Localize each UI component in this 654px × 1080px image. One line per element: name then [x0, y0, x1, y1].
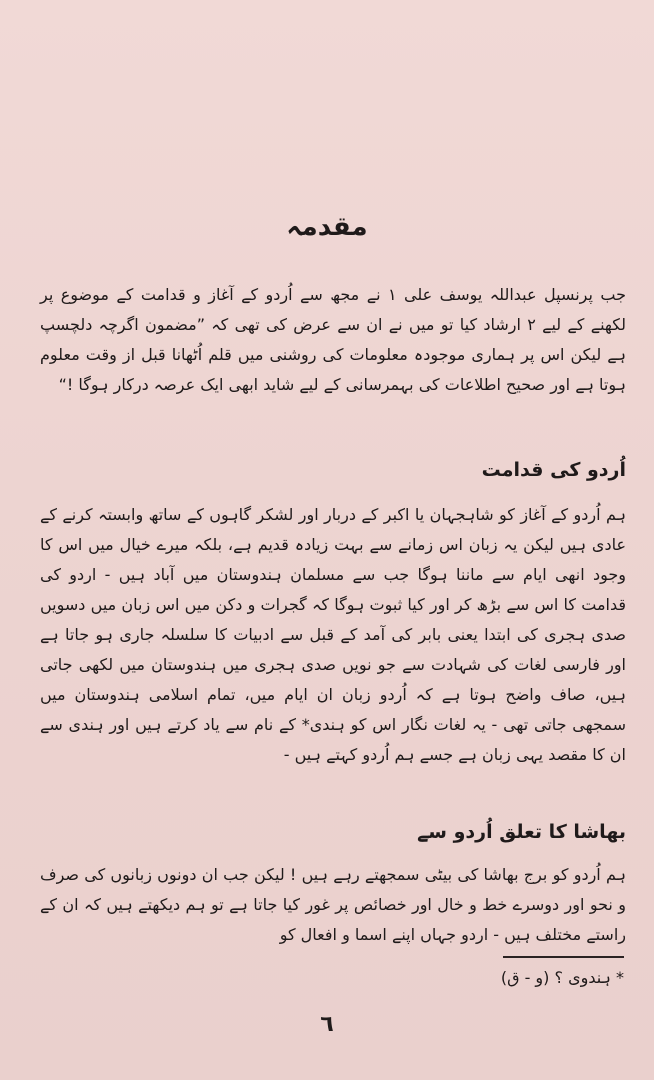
page-heading: مقدمہ: [286, 212, 368, 242]
footnote: * ہندوی ؟ (و - ق): [500, 968, 624, 987]
section-title-bhasha-relation: بھاشا کا تعلق اُردو سے: [417, 821, 626, 843]
bhasha-paragraph: ہم اُردو کو برج بھاشا کی بیٹی سمجھتے رہے ہیں ! لیکن جب ان دونوں زبانوں کی صرف و نحو اور دوسرے خط و خال اور خصائص پر غور کیا جاتا ہے تو ہم دیکھتے ہیں کہ ان کے راستے مختلف ہیں - اردو جہاں اپنے اسما و افعال کو: [40, 865, 626, 944]
footnote-divider: [503, 956, 624, 958]
antiquity-paragraph: ہم اُردو کے آغاز کو شاہجہان یا اکبر کے دربار اور لشکر گاہوں کے ساتھ وابستہ کرنے کے عادی ہیں لیکن یہ زبان اس زمانے سے بہت زیادہ قدیم ہے، بلکہ میرے خیال میں اس کا وجود انھی ایام سے ماننا ہوگا جب سے مسلمان ہندوستان میں آباد ہیں - اردو کی قدامت کا اس سے بڑھ کر اور کیا ثبوت ہوگا کہ گجرات و دکن میں اس زبان میں دسویں صدی ہجری کی ابتدا یعنی بابر کی آمد کے قبل سے ادبیات کا سلسلہ جاری ہو جاتا ہے اور فارسی لغات کی شہادت سے جو نویں صدی ہجری میں ہندوستان میں لکھی جاتی ہیں، صاف واضح ہوتا ہے کہ اُردو زبان ان ایام میں، تمام اسلامی ہندوستان میں سمجھی جاتی تھی - یہ لغات نگار اس کو ہندی* کے نام سے یاد کرتے ہیں اور ہندی سے ان کا مقصد یہی زبان ہے جسے ہم اُردو کہتے ہیں -: [40, 505, 627, 764]
section-title-urdu-antiquity: اُردو کی قدامت: [481, 459, 626, 481]
page-number: ٦: [320, 1012, 334, 1037]
intro-paragraph: جب پرنسپل عبداللہ یوسف علی ۱ نے مجھ سے اُردو کے آغاز و قدامت کے موضوع پر لکھنے کے لیے ۲ ارشاد کیا تو میں نے ان سے عرض کی تھی کہ ”مضمون اگرچہ دلچسپ ہے لیکن اس پر ہماری موجودہ معلومات کی روشنی میں قلم اُٹھانا قبل از وقت معلوم ہوتا ہے اور صحیح اطلاعات کی بہمرسانی کے لیے شاید ابھی ایک عرصہ درکار ہوگا !“: [40, 285, 627, 394]
